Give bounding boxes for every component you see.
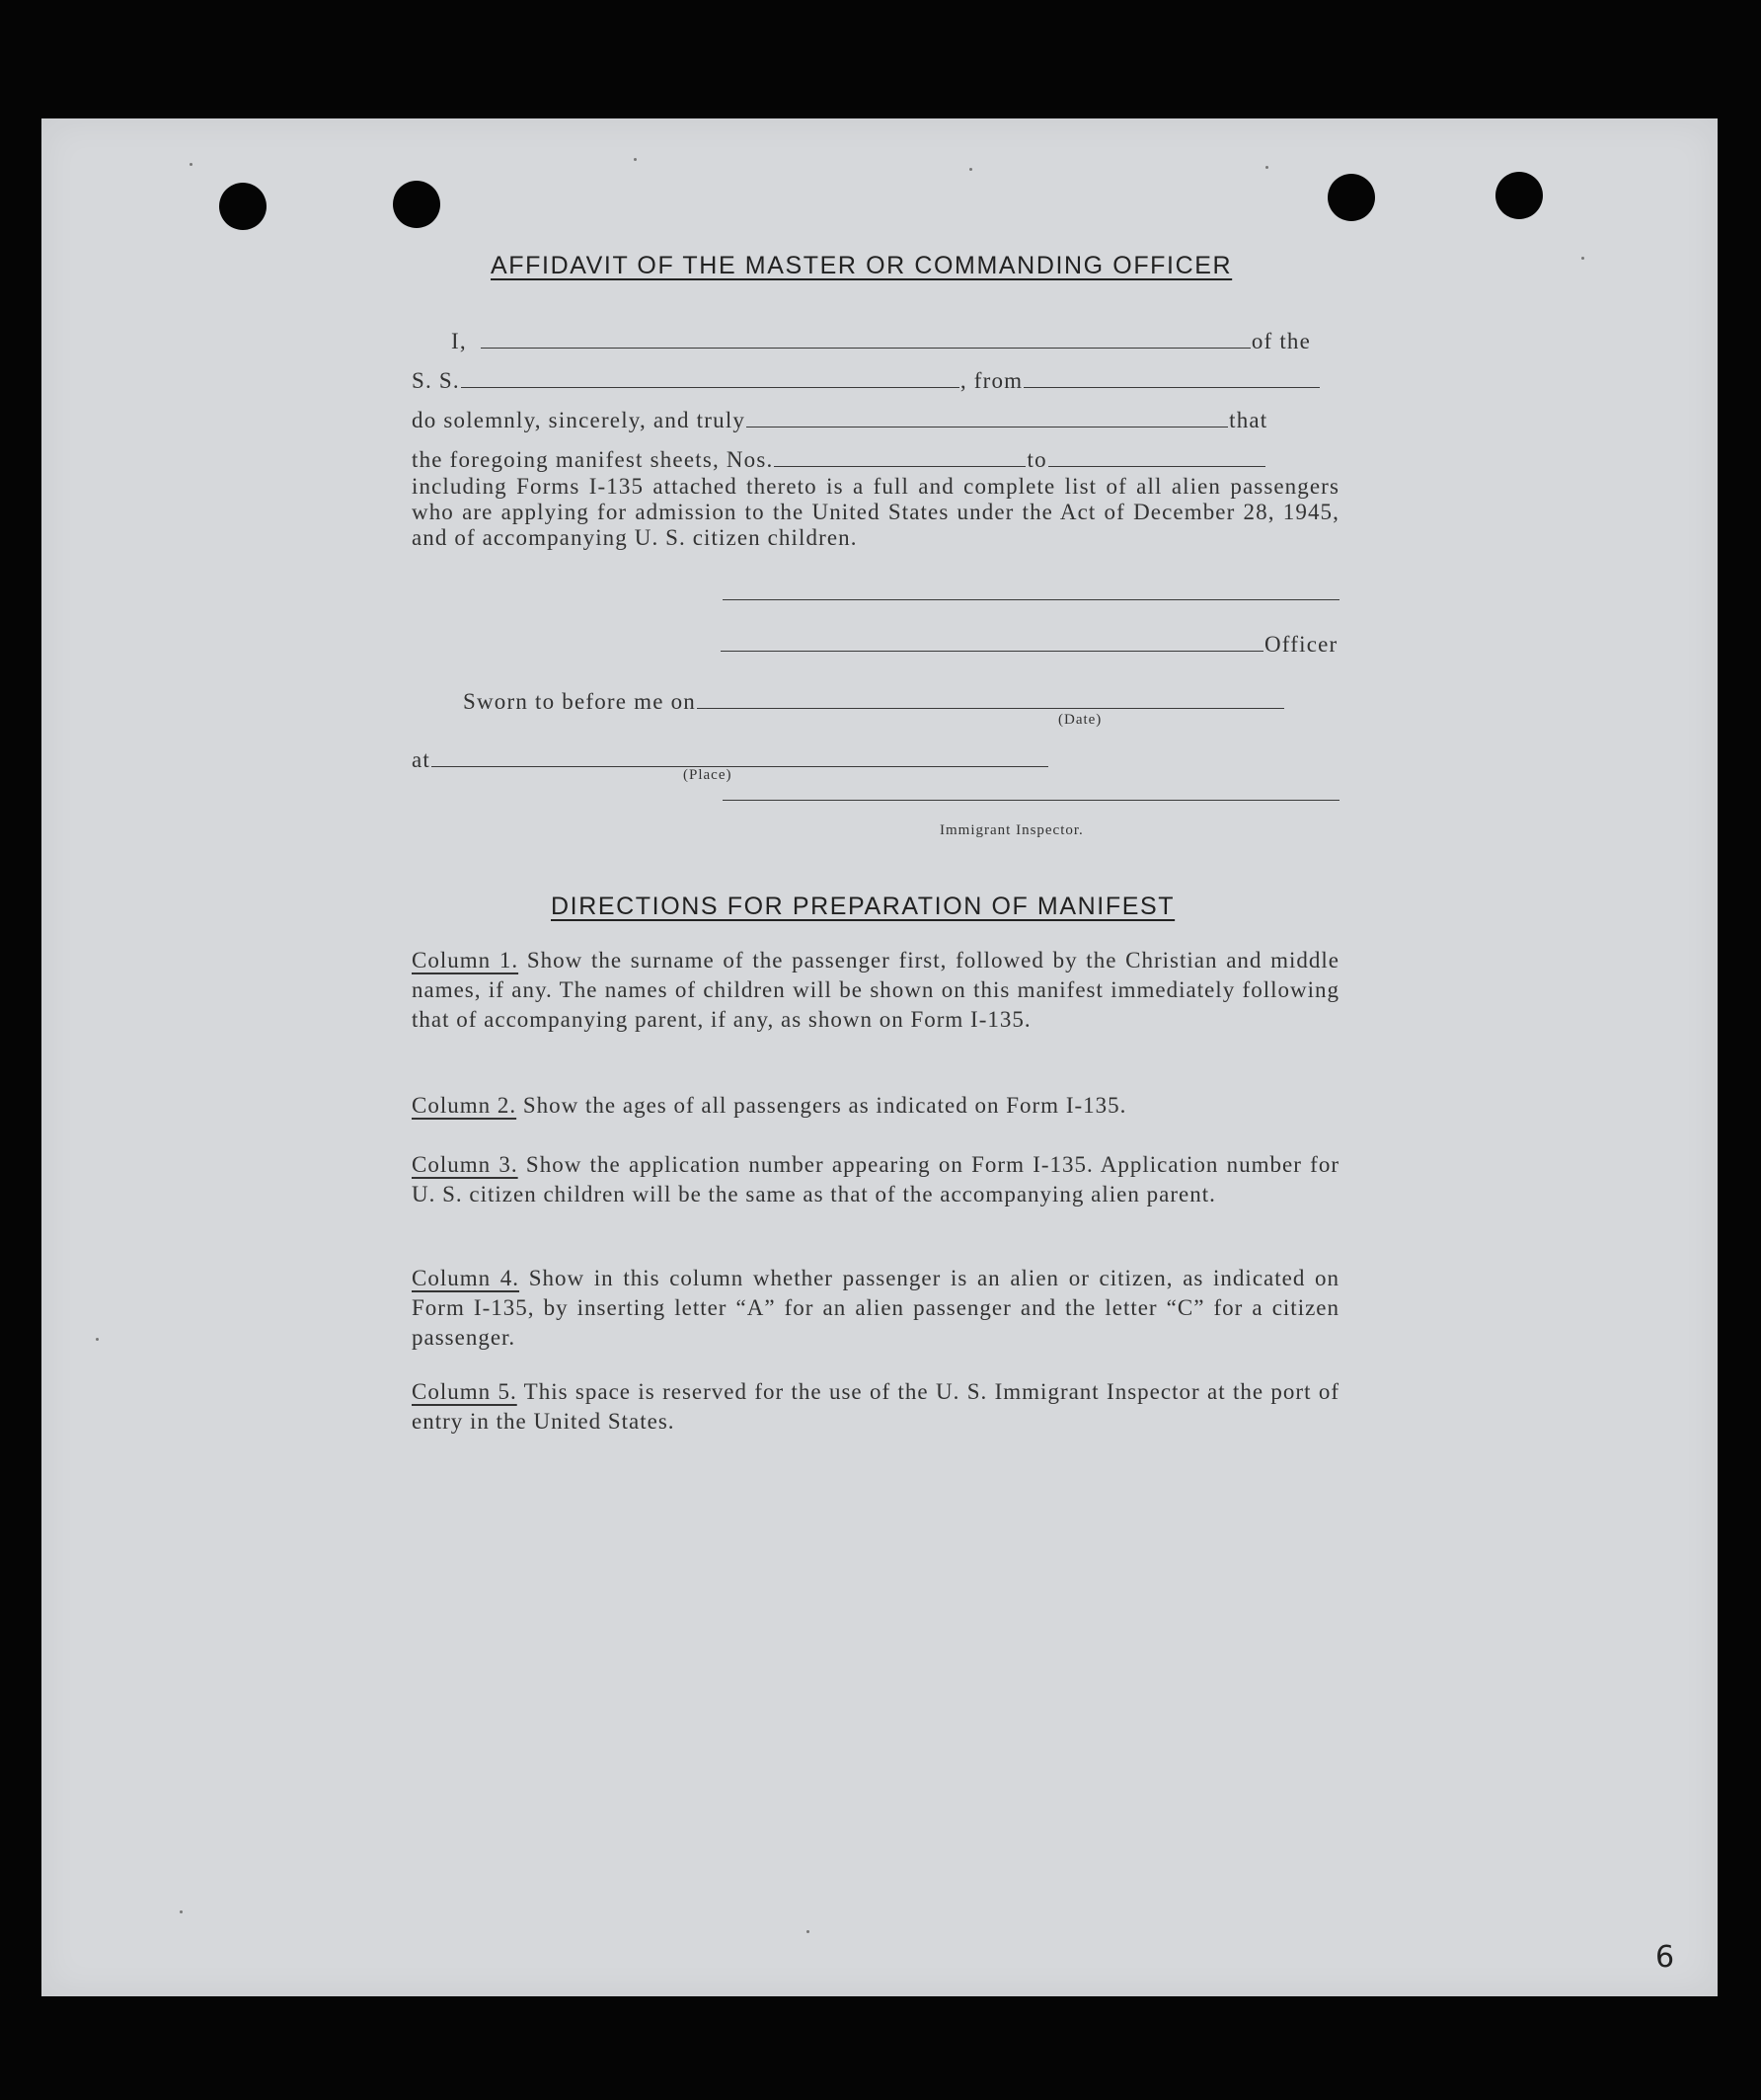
date-caption: (Date) xyxy=(1058,712,1103,728)
scan-speck xyxy=(1581,257,1584,260)
affidavit-title: AFFIDAVIT OF THE MASTER OR COMMANDING OFFICER xyxy=(491,252,1233,279)
line4-start-text: the foregoing manifest sheets, Nos. xyxy=(412,447,774,472)
direction-text: Show the application number appearing on Form I-135. Application number for U. S. citizen children will be the same as that of the accompanying alien parent. xyxy=(412,1152,1340,1206)
direction-column-2 xyxy=(412,1091,1340,1121)
at-label: at xyxy=(412,747,430,772)
direction-label: Column 5. xyxy=(412,1379,517,1404)
oath-field[interactable] xyxy=(746,413,1228,428)
direction-text: Show in this column whether passenger is an alien or citizen, as indicated on Form I-135, by inserting letter “A” for an alien passenger and the letter “C” for a citizen passenger. xyxy=(412,1266,1340,1350)
direction-label: Column 1. xyxy=(412,948,519,972)
line1-start-text: I, xyxy=(451,329,467,353)
ship-name-field[interactable] xyxy=(461,373,959,388)
scan-speck xyxy=(180,1910,183,1913)
direction-column-5 xyxy=(412,1377,1340,1437)
punch-hole xyxy=(393,181,440,228)
scan-speck xyxy=(190,163,192,166)
direction-text: This space is reserved for the use of the U. S. Immigrant Inspector at the port of entry in the United States. xyxy=(412,1379,1340,1434)
scan-speck xyxy=(1265,166,1268,169)
affidavit-paragraph: including Forms I-135 attached thereto is a full and complete list of all alien passengers who are applying for admission to the United States under the Act of December 28, 1945, and of accompanying U. S. citizen children. xyxy=(412,474,1340,550)
sworn-line xyxy=(463,689,1340,715)
punch-hole xyxy=(1328,174,1375,221)
direction-label: Column 2. xyxy=(412,1093,517,1118)
line2-start-text: S. S. xyxy=(412,368,460,393)
sheet-to-field[interactable] xyxy=(1048,452,1265,467)
direction-label: Column 4. xyxy=(412,1266,520,1290)
scan-speck xyxy=(969,168,972,171)
line3-start-text: do solemnly, sincerely, and truly xyxy=(412,408,746,432)
punch-hole xyxy=(219,183,267,230)
affidavit-line-ship xyxy=(412,368,1340,394)
directions-title: DIRECTIONS FOR PREPARATION OF MANIFEST xyxy=(551,893,1176,920)
scan-speck xyxy=(806,1930,809,1933)
sworn-label: Sworn to before me on xyxy=(463,689,696,714)
master-name-field[interactable] xyxy=(481,334,1251,349)
date-field[interactable] xyxy=(697,694,1284,709)
place-field[interactable] xyxy=(431,752,1048,767)
line4-mid-text: to xyxy=(1027,447,1047,472)
page-mark: 6 xyxy=(1655,1940,1675,1975)
direction-text: Show the ages of all passengers as indicated on Form I-135. xyxy=(516,1093,1127,1118)
direction-text: Show the surname of the passenger first, followed by the Christian and middle names, if any. The names of children will be shown on this manifest immediately following that of accompanying parent, if any, as shown on Form I-135. xyxy=(412,948,1340,1032)
officer-signature-line xyxy=(720,632,1340,658)
line3-end-text: that xyxy=(1229,408,1268,432)
departure-port-field[interactable] xyxy=(1024,373,1320,388)
scan-speck xyxy=(634,158,637,161)
signature-line[interactable] xyxy=(723,599,1340,600)
affidavit-line-name xyxy=(451,329,1340,354)
affidavit-line-oath xyxy=(412,408,1340,433)
officer-label: Officer xyxy=(1264,632,1339,657)
direction-label: Column 3. xyxy=(412,1152,518,1177)
line2-mid-text: , from xyxy=(959,368,1024,393)
inspector-signature-line[interactable] xyxy=(723,800,1340,801)
place-caption: (Place) xyxy=(683,767,732,783)
document-page xyxy=(41,118,1718,1996)
scan-speck xyxy=(96,1338,99,1341)
inspector-caption: Immigrant Inspector. xyxy=(940,822,1084,838)
place-line xyxy=(412,747,1103,773)
direction-column-1 xyxy=(412,946,1340,1035)
direction-column-4 xyxy=(412,1264,1340,1353)
affidavit-line-sheets xyxy=(412,447,1340,473)
punch-hole xyxy=(1495,172,1543,219)
line1-end-text: of the xyxy=(1251,329,1312,353)
sheet-from-field[interactable] xyxy=(774,452,1026,467)
direction-column-3 xyxy=(412,1150,1340,1209)
officer-signature-field[interactable] xyxy=(721,637,1263,652)
